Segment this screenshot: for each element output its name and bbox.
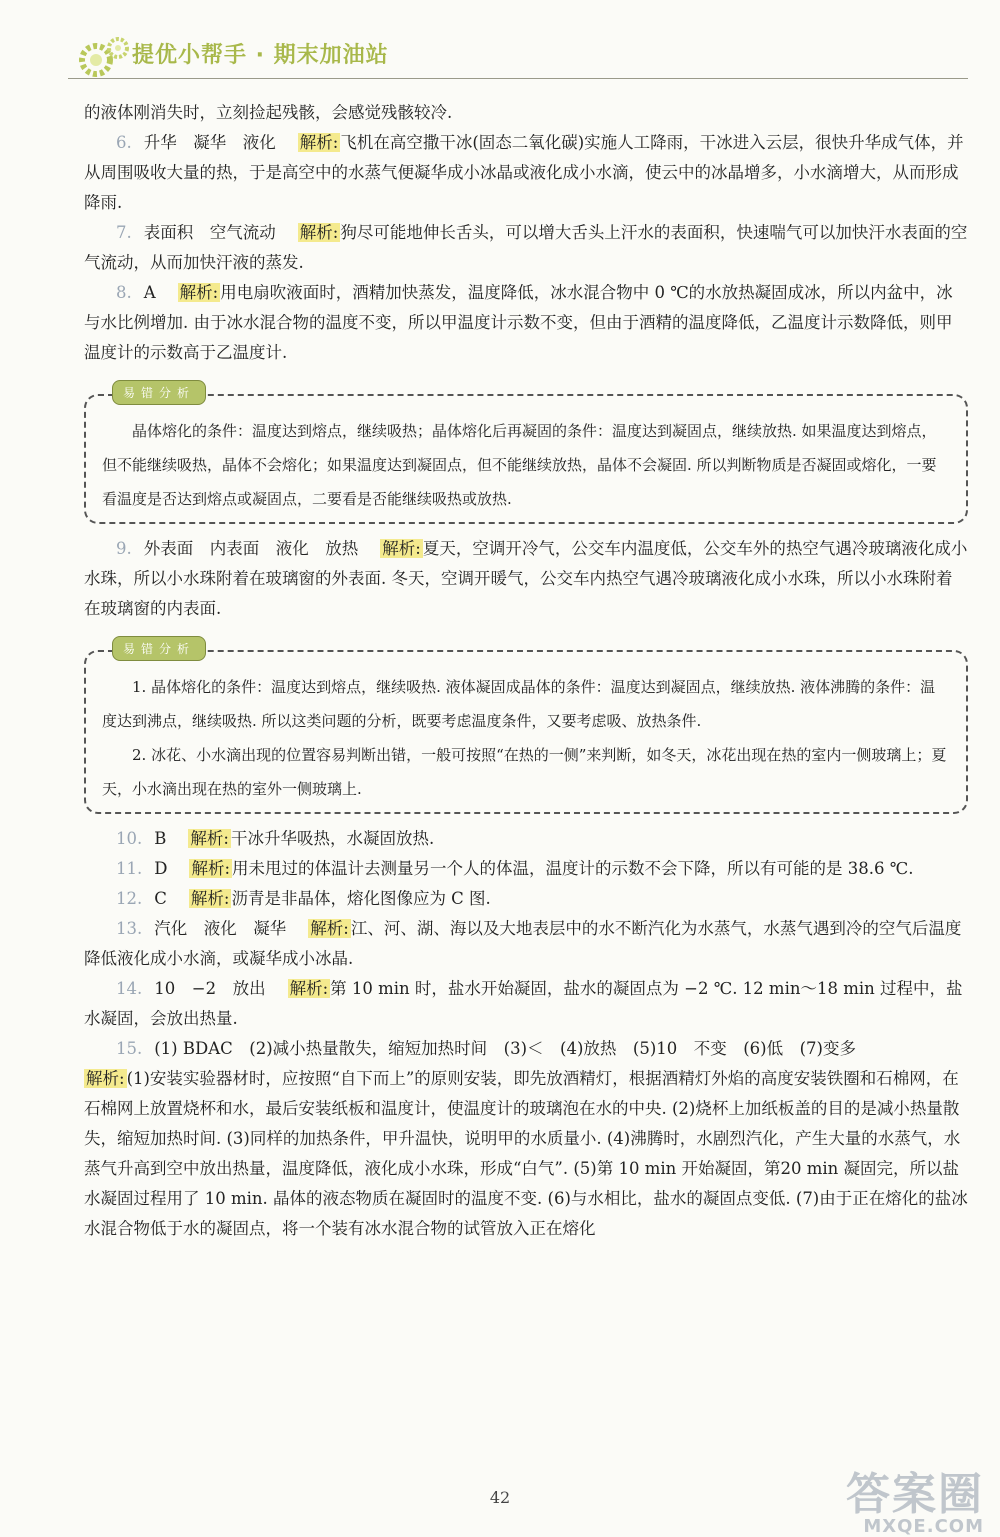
analysis-text: (1)安装实验器材时，应按照“自下而上”的原则安装，即先放酒精灯，根据酒精灯外焰的高度安装铁圈和石棉网，在石棉网上放置烧杯和水，最后安装纸板和温度计，使温度计的玻璃泡在水的中央. (2)烧杯上加纸板盖的目的是减小热量散失，缩短加热时间. (3)同样的加热条件，甲升温快，说明甲的水质量小. (4)沸腾时，水剧烈汽化，产生大量的水蒸气，水蒸气升高到空中放出热量，温度降低，液化成小水珠，形成“白气”. (5)第 10 min 开始凝固，第20 min 凝固完，所以盐水凝固过程用了 10 min. 晶体的液态物质在凝固时的温度不变. (6)与水相比，盐水的凝固点变低. (7)由于正在熔化的盐冰水混合物低于水的凝固点，将一个装有冰水混合物的试管放入正在熔化 <box>84 1069 968 1238</box>
analysis-text: 飞机在高空撒干冰(固态二氧化碳)实施人工降雨，干冰进入云层，很快升华成气体，并从周围吸收大量的热，于是高空中的水蒸气便凝华成小冰晶或液化成小水滴，使云中的冰晶增多，小水滴增大，从而形成降雨. <box>84 133 964 212</box>
answer-continuation: 的液体刚消失时，立刻捡起残骸，会感觉残骸较冷. <box>84 103 453 122</box>
answer-key: A <box>143 283 156 302</box>
analysis-text: 沥青是非晶体，熔化图像应为 C 图. <box>231 889 491 908</box>
answer-11 <box>84 854 968 884</box>
answer-8 <box>84 278 968 368</box>
analysis-tag: 解析: <box>191 859 231 878</box>
analysis-text: 用未甩过的体温计去测量另一个人的体温，温度计的示数不会下降，所以有可能的是 38.6 ℃. <box>232 859 914 878</box>
analysis-tag: 解析: <box>190 829 229 848</box>
watermark-title: 答案圈 <box>846 1469 984 1520</box>
question-number: 15. <box>116 1039 143 1058</box>
watermark-logo <box>846 1458 984 1537</box>
error-analysis-box <box>84 642 968 814</box>
answer-key: 外表面 内表面 液化 放热 <box>143 539 359 558</box>
question-number: 12. <box>116 889 143 908</box>
analysis-tag: 解析: <box>289 979 329 998</box>
answer-14 <box>84 974 968 1034</box>
answer-key: 升华 凝华 液化 <box>143 133 276 152</box>
question-number: 10. <box>116 829 143 848</box>
question-number: 11. <box>116 859 143 878</box>
answer-10 <box>84 824 968 854</box>
answer-6 <box>84 128 968 218</box>
answer-key: 10 −2 放出 <box>154 979 266 998</box>
analysis-text: 狗尽可能地伸长舌头，可以增大舌头上汗水的表面积，快速喘气可以加快汗水表面的空气流动，从而加快汗液的蒸发. <box>84 223 968 272</box>
answer-key: D <box>154 859 168 878</box>
page-header <box>68 28 968 86</box>
analysis-tag: 解析: <box>190 889 230 908</box>
analysis-tag: 解析: <box>179 283 219 302</box>
answer-key: 汽化 液化 凝华 <box>154 919 287 938</box>
answer-key: 表面积 空气流动 <box>143 223 276 242</box>
answer-12 <box>84 884 968 914</box>
answer-key: C <box>154 889 167 908</box>
analysis-text: 用电扇吹液面时，酒精加快蒸发，温度降低，冰水混合物中 0 ℃的水放热凝固成冰，所以内盆中，冰与水比例增加. 由于冰水混合物的温度不变，所以甲温度计示数不变，但由于酒精的温度降低，乙温度计示数降低，则甲温度计的示数高于乙温度计. <box>84 283 953 362</box>
question-number: 6. <box>116 133 132 152</box>
error-analysis-label: 易错分析 <box>112 380 206 405</box>
analysis-tag: 解析: <box>299 133 339 152</box>
page-number: 42 <box>489 1488 511 1507</box>
header-divider <box>68 78 968 79</box>
analysis-tag: 解析: <box>299 223 339 242</box>
analysis-tag: 解析: <box>310 919 349 938</box>
question-number: 8. <box>116 283 132 302</box>
answer-13 <box>84 914 968 974</box>
watermark-url: MXQE.COM <box>863 1516 984 1537</box>
answer-7 <box>84 218 968 278</box>
question-number: 14. <box>116 979 143 998</box>
error-analysis-box <box>84 386 968 524</box>
answer-15 <box>84 1034 968 1064</box>
question-number: 7. <box>116 223 132 242</box>
error-analysis-point-2: 2. 冰花、小水滴出现的位置容易判断出错，一般可按照“在热的一侧”来判断，如冬天，冰花出现在热的室内一侧玻璃上；夏天，小水滴出现在热的室外一侧玻璃上. <box>102 746 947 798</box>
analysis-tag: 解析: <box>382 539 421 558</box>
question-number: 13. <box>116 919 143 938</box>
answer-key: B <box>154 829 167 848</box>
analysis-text: 夏天，空调开冷气，公交车内温度低，公交车外的热空气遇冷玻璃液化成小水珠，所以小水珠附着在玻璃窗的外表面. 冬天，空调开暖气，公交车内热空气遇冷玻璃液化成小水珠，所以小水珠附着在玻璃窗的内表面. <box>84 539 968 618</box>
answer-key: (1) BDAC (2)减小热量散失，缩短加热时间 (3)＜ (4)放热 (5)10 不变 (6)低 (7)变多 <box>154 1039 856 1058</box>
error-analysis-point-1: 1. 晶体熔化的条件：温度达到熔点，继续吸热. 液体凝固成晶体的条件：温度达到凝固点，继续放热. 液体沸腾的条件：温度达到沸点，继续吸热. 所以这类问题的分析，既要考虑温度条件，又要考虑吸、放热条件. <box>102 678 936 730</box>
analysis-text: 第 10 min 时，盐水开始凝固，盐水的凝固点为 −2 ℃. 12 min～18 min 过程中，盐水凝固，会放出热量. <box>84 979 963 1028</box>
analysis-text: 江、河、湖、海以及大地表层中的水不断汽化为水蒸气，水蒸气遇到冷的空气后温度降低液化成小水滴，或凝华成小冰晶. <box>84 919 962 968</box>
analysis-tag: 解析: <box>86 1069 125 1088</box>
header-title: 提优小帮手 · 期末加油站 <box>132 43 389 68</box>
answer-content <box>84 98 968 1244</box>
error-analysis-label: 易错分析 <box>112 636 206 661</box>
analysis-text: 干冰升华吸热，水凝固放热. <box>230 829 435 848</box>
answer-15-analysis <box>84 1064 968 1244</box>
question-number: 9. <box>116 539 132 558</box>
error-analysis-text: 晶体熔化的条件：温度达到熔点，继续吸热；晶体熔化后再凝固的条件：温度达到凝固点，继续放热. 如果温度达到熔点，但不能继续吸热，晶体不会熔化；如果温度达到凝固点，但不能继续放热，晶体不会凝固. 所以判断物质是否凝固或熔化，一要看温度是否达到熔点或凝固点，二要看是否能继续吸热或放热. <box>102 422 937 508</box>
gears-icon <box>74 34 134 80</box>
answer-9 <box>84 534 968 624</box>
